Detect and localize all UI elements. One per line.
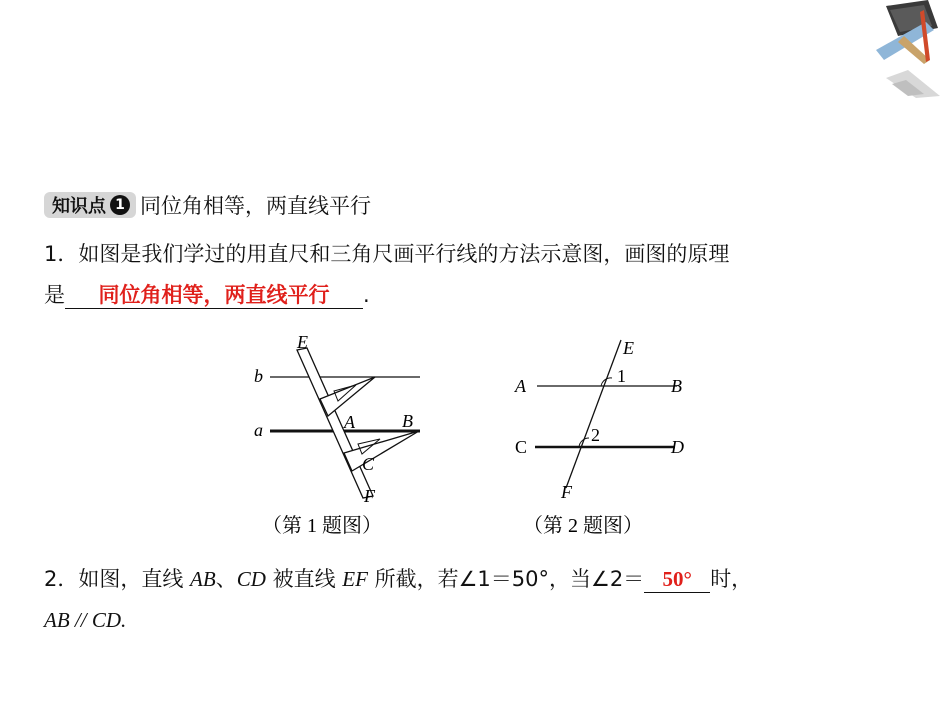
q1-line2 xyxy=(44,279,370,309)
fig1-label-a: a xyxy=(254,420,263,440)
triangle-upper xyxy=(320,377,375,416)
q1-answer-blank: 同位角相等，两直线平行 xyxy=(65,282,363,309)
fig2-label-D: D xyxy=(671,437,684,457)
fig1-label-B: B xyxy=(402,411,413,431)
q2-part2: 、 xyxy=(215,567,237,591)
q2-CD: CD xyxy=(236,567,266,591)
fig2-caption: （第 2 题图） xyxy=(523,515,643,537)
fig2-label-1: 1 xyxy=(617,366,626,386)
line-EF xyxy=(566,340,621,488)
q2-part5: 时， xyxy=(710,567,753,591)
fig2-label-B: B xyxy=(671,376,682,396)
q2-line1 xyxy=(44,563,752,593)
fig1-caption: （第 1 题图） xyxy=(262,515,382,537)
knowledge-point-badge xyxy=(44,192,136,218)
fig2-label-2: 2 xyxy=(591,425,600,445)
fig2-label-C: C xyxy=(515,437,528,457)
figure-1 xyxy=(240,328,440,538)
fig2-label-A: A xyxy=(515,376,526,396)
q1-suffix: . xyxy=(363,283,370,307)
q2-AB: AB xyxy=(190,567,216,591)
fig1-label-A: A xyxy=(344,412,355,432)
q1-prefix: 是 xyxy=(44,283,65,307)
badge-label: 知识点 xyxy=(52,196,106,217)
fig1-label-E: E xyxy=(297,332,308,352)
badge-number: 1 xyxy=(110,195,130,215)
knowledge-point-header xyxy=(44,188,371,222)
q2-part4: 所截，若∠1＝50°，当∠2＝ xyxy=(367,567,645,591)
angle-2-arc xyxy=(579,438,589,447)
q2-answer-blank: 50° xyxy=(644,566,710,593)
fig1-label-F: F xyxy=(364,486,375,506)
q2-part1: 2．如图，直线 xyxy=(44,567,191,591)
ruler xyxy=(297,348,373,498)
angle-1-arc xyxy=(601,378,612,386)
corner-decoration-icon xyxy=(868,0,950,100)
fig2-label-E: E xyxy=(623,338,634,358)
fig1-label-b: b xyxy=(254,366,263,386)
triangle-lower xyxy=(344,431,419,471)
q2-line2: AB // CD. xyxy=(44,608,127,632)
q2-part3: 被直线 xyxy=(265,567,343,591)
knowledge-point-title: 同位角相等，两直线平行 xyxy=(140,194,371,218)
fig2-label-F: F xyxy=(561,482,572,502)
q1-line1: 1．如图是我们学过的用直尺和三角尺画平行线的方法示意图，画图的原理 xyxy=(44,242,730,266)
q2-EF: EF xyxy=(342,567,368,591)
fig1-label-C: C xyxy=(362,454,375,474)
figure-2 xyxy=(505,328,705,538)
